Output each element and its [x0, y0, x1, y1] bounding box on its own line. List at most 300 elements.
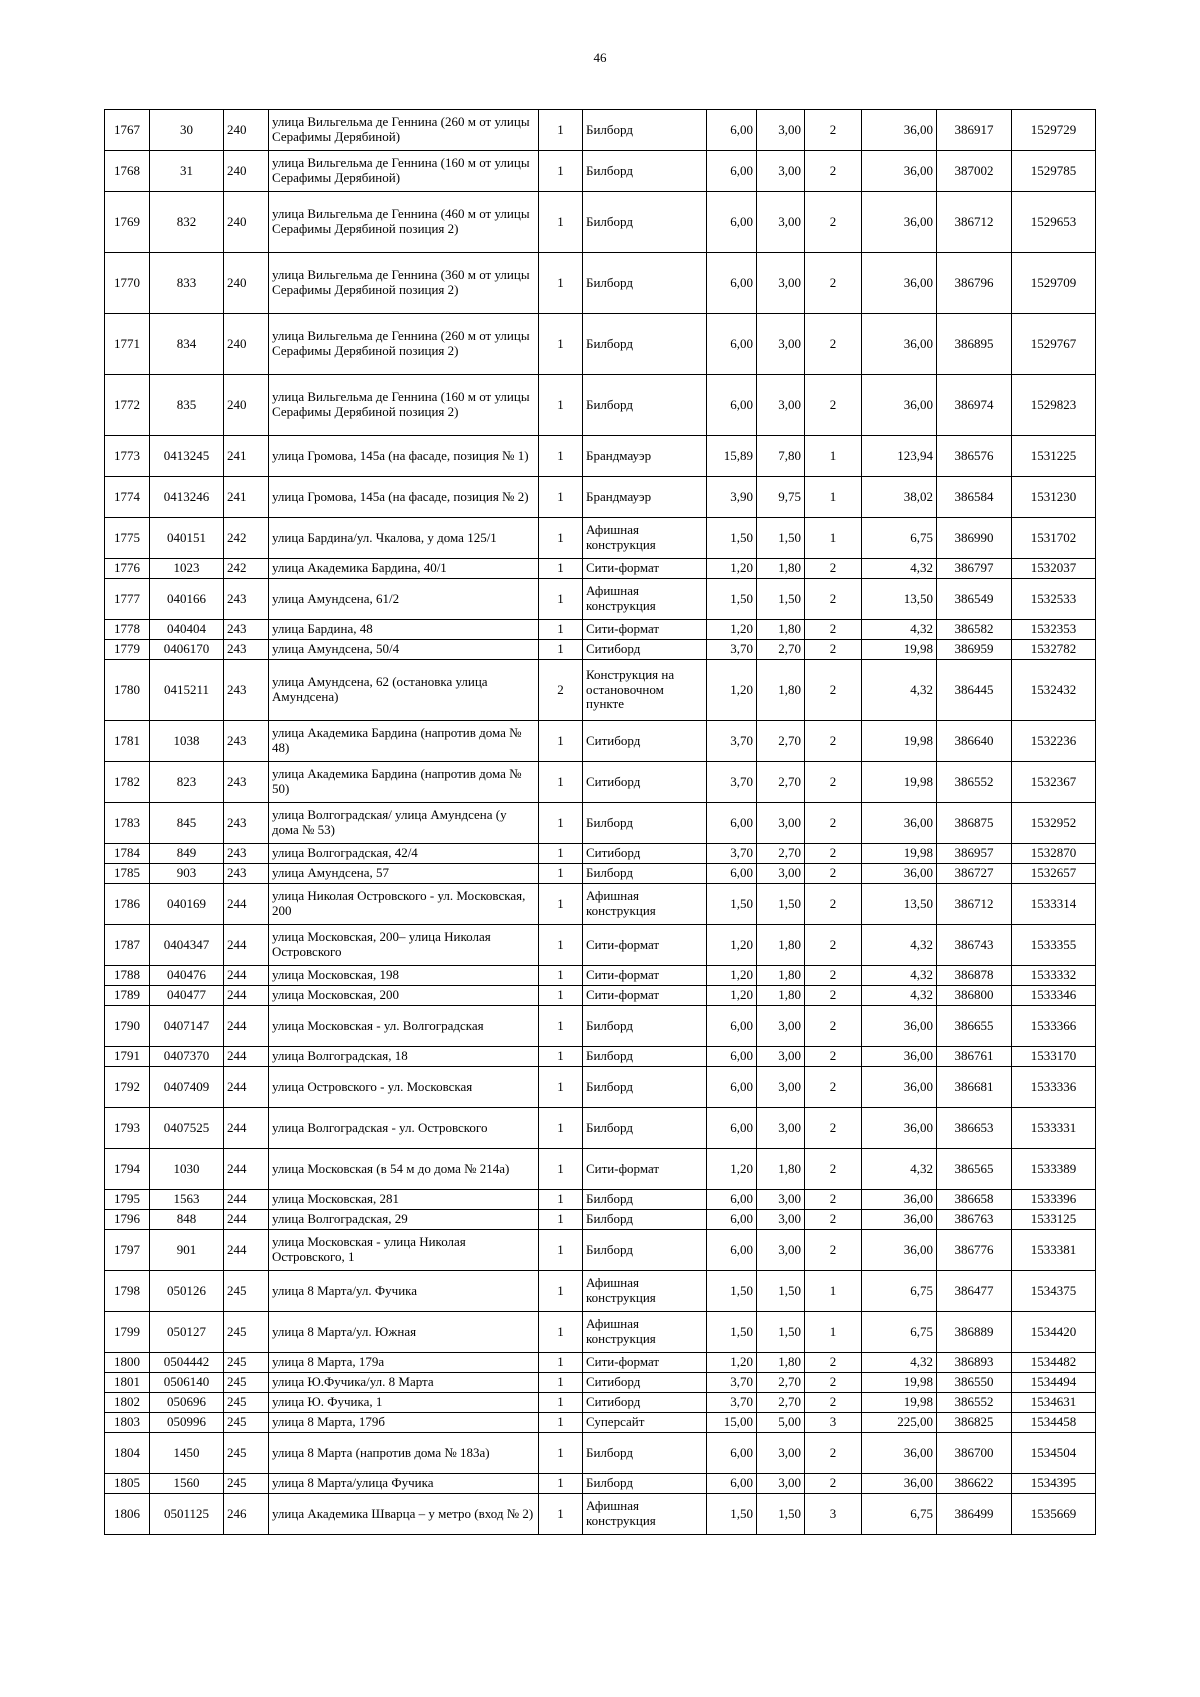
cell-structure-type: Ситиборд: [583, 844, 707, 864]
cell-height: 1,80: [757, 1149, 805, 1190]
cell-area: 4,32: [862, 1149, 937, 1190]
cell-sides-count: 2: [805, 660, 862, 721]
cell-address: улица Волгоградская - ул. Островского: [269, 1108, 539, 1149]
cell-zone-number: 243: [224, 721, 269, 762]
cell-address: улица Московская, 200– улица Николая Островского: [269, 925, 539, 966]
cell-sides-count: 2: [805, 1373, 862, 1393]
table-row: [105, 1271, 1096, 1312]
cell-ad-code: 31: [150, 151, 224, 192]
cell-address: улица Бардина, 48: [269, 620, 539, 640]
cell-zone-number: 243: [224, 660, 269, 721]
cell-coordinate-x: 386990: [937, 518, 1012, 559]
cell-zone-number: 240: [224, 253, 269, 314]
cell-address: улица Академика Бардина, 40/1: [269, 559, 539, 579]
cell-width: 6,00: [707, 1230, 757, 1271]
cell-ad-code: 040169: [150, 884, 224, 925]
cell-structure-type: Билборд: [583, 1210, 707, 1230]
cell-coordinate-y: 1533396: [1012, 1190, 1096, 1210]
cell-address: улица Московская, 198: [269, 966, 539, 986]
cell-coordinate-x: 386549: [937, 579, 1012, 620]
cell-coordinate-y: 1533355: [1012, 925, 1096, 966]
cell-ad-code: 30: [150, 110, 224, 151]
table-row: [105, 1373, 1096, 1393]
cell-width: 1,50: [707, 1271, 757, 1312]
cell-address: улица Московская - улица Николая Островского, 1: [269, 1230, 539, 1271]
cell-coordinate-x: 386658: [937, 1190, 1012, 1210]
cell-area: 36,00: [862, 314, 937, 375]
cell-quantity: 1: [539, 192, 583, 253]
cell-row-number: 1779: [105, 640, 150, 660]
cell-quantity: 1: [539, 620, 583, 640]
cell-area: 36,00: [862, 1190, 937, 1210]
cell-area: 36,00: [862, 151, 937, 192]
cell-quantity: 1: [539, 151, 583, 192]
cell-sides-count: 1: [805, 518, 862, 559]
cell-height: 1,50: [757, 884, 805, 925]
cell-area: 13,50: [862, 579, 937, 620]
cell-coordinate-y: 1529653: [1012, 192, 1096, 253]
cell-quantity: 1: [539, 1373, 583, 1393]
cell-zone-number: 244: [224, 1047, 269, 1067]
cell-area: 36,00: [862, 1210, 937, 1230]
cell-address: улица Вильгельма де Геннина (360 м от улицы Серафимы Дерябиной позиция 2): [269, 253, 539, 314]
cell-row-number: 1770: [105, 253, 150, 314]
cell-ad-code: 040166: [150, 579, 224, 620]
table-row: [105, 966, 1096, 986]
cell-area: 19,98: [862, 1393, 937, 1413]
cell-area: 4,32: [862, 1353, 937, 1373]
cell-coordinate-y: 1532367: [1012, 762, 1096, 803]
cell-height: 1,50: [757, 1271, 805, 1312]
cell-row-number: 1781: [105, 721, 150, 762]
cell-sides-count: 1: [805, 436, 862, 477]
cell-width: 1,50: [707, 884, 757, 925]
cell-height: 2,70: [757, 721, 805, 762]
cell-area: 36,00: [862, 192, 937, 253]
cell-zone-number: 241: [224, 436, 269, 477]
cell-quantity: 1: [539, 314, 583, 375]
cell-area: 4,32: [862, 660, 937, 721]
cell-zone-number: 240: [224, 192, 269, 253]
cell-coordinate-y: 1532952: [1012, 803, 1096, 844]
cell-zone-number: 244: [224, 1108, 269, 1149]
cell-structure-type: Сити-формат: [583, 1149, 707, 1190]
cell-row-number: 1784: [105, 844, 150, 864]
cell-zone-number: 243: [224, 803, 269, 844]
cell-coordinate-x: 386700: [937, 1433, 1012, 1474]
cell-ad-code: 0404347: [150, 925, 224, 966]
cell-address: улица Волгоградская/ улица Амундсена (у дома № 53): [269, 803, 539, 844]
cell-zone-number: 246: [224, 1494, 269, 1535]
cell-zone-number: 245: [224, 1393, 269, 1413]
cell-height: 2,70: [757, 1393, 805, 1413]
cell-sides-count: 3: [805, 1413, 862, 1433]
cell-area: 4,32: [862, 925, 937, 966]
cell-sides-count: 2: [805, 151, 862, 192]
table-row: [105, 1210, 1096, 1230]
table-row: [105, 436, 1096, 477]
cell-quantity: 1: [539, 1393, 583, 1413]
cell-width: 15,00: [707, 1413, 757, 1433]
cell-width: 3,90: [707, 477, 757, 518]
cell-coordinate-x: 386655: [937, 1006, 1012, 1047]
cell-area: 38,02: [862, 477, 937, 518]
cell-coordinate-y: 1529785: [1012, 151, 1096, 192]
cell-area: 13,50: [862, 884, 937, 925]
table-row: [105, 1108, 1096, 1149]
cell-structure-type: Билборд: [583, 1047, 707, 1067]
cell-height: 1,80: [757, 620, 805, 640]
cell-sides-count: 2: [805, 1353, 862, 1373]
cell-coordinate-y: 1534420: [1012, 1312, 1096, 1353]
cell-quantity: 2: [539, 660, 583, 721]
cell-zone-number: 244: [224, 884, 269, 925]
cell-width: 6,00: [707, 1433, 757, 1474]
cell-width: 1,50: [707, 518, 757, 559]
cell-area: 36,00: [862, 1108, 937, 1149]
cell-quantity: 1: [539, 1067, 583, 1108]
table-row: [105, 1149, 1096, 1190]
cell-sides-count: 2: [805, 640, 862, 660]
cell-address: улица Вильгельма де Геннина (160 м от улицы Серафимы Дерябиной позиция 2): [269, 375, 539, 436]
table-row: [105, 314, 1096, 375]
cell-width: 3,70: [707, 1393, 757, 1413]
cell-coordinate-x: 386584: [937, 477, 1012, 518]
cell-coordinate-x: 386974: [937, 375, 1012, 436]
cell-ad-code: 050127: [150, 1312, 224, 1353]
cell-height: 5,00: [757, 1413, 805, 1433]
table-row: [105, 660, 1096, 721]
cell-height: 1,80: [757, 925, 805, 966]
cell-width: 3,70: [707, 640, 757, 660]
cell-row-number: 1783: [105, 803, 150, 844]
cell-height: 1,80: [757, 660, 805, 721]
cell-address: улица Вильгельма де Геннина (260 м от улицы Серафимы Дерябиной позиция 2): [269, 314, 539, 375]
cell-width: 1,50: [707, 579, 757, 620]
cell-width: 1,20: [707, 1353, 757, 1373]
cell-quantity: 1: [539, 1312, 583, 1353]
cell-structure-type: Афишная конструкция: [583, 1271, 707, 1312]
cell-address: улица Ю. Фучика, 1: [269, 1393, 539, 1413]
cell-quantity: 1: [539, 1413, 583, 1433]
cell-coordinate-y: 1534458: [1012, 1413, 1096, 1433]
cell-row-number: 1790: [105, 1006, 150, 1047]
cell-area: 123,94: [862, 436, 937, 477]
cell-coordinate-x: 386878: [937, 966, 1012, 986]
cell-quantity: 1: [539, 1271, 583, 1312]
cell-coordinate-y: 1533331: [1012, 1108, 1096, 1149]
cell-width: 6,00: [707, 110, 757, 151]
cell-quantity: 1: [539, 436, 583, 477]
cell-row-number: 1797: [105, 1230, 150, 1271]
cell-width: 6,00: [707, 1047, 757, 1067]
cell-quantity: 1: [539, 1494, 583, 1535]
table-row: [105, 1413, 1096, 1433]
cell-ad-code: 050696: [150, 1393, 224, 1413]
cell-address: улица Академика Бардина (напротив дома № 50): [269, 762, 539, 803]
table-row: [105, 151, 1096, 192]
cell-coordinate-x: 386477: [937, 1271, 1012, 1312]
table-row: [105, 1230, 1096, 1271]
cell-ad-code: 0407147: [150, 1006, 224, 1047]
cell-row-number: 1780: [105, 660, 150, 721]
registry-table: [104, 109, 1096, 1535]
table-row: [105, 375, 1096, 436]
cell-zone-number: 243: [224, 579, 269, 620]
cell-address: улица Вильгельма де Геннина (460 м от улицы Серафимы Дерябиной позиция 2): [269, 192, 539, 253]
cell-sides-count: 2: [805, 579, 862, 620]
cell-structure-type: Билборд: [583, 192, 707, 253]
cell-structure-type: Билборд: [583, 1067, 707, 1108]
cell-sides-count: 2: [805, 762, 862, 803]
cell-area: 19,98: [862, 844, 937, 864]
cell-ad-code: 1560: [150, 1474, 224, 1494]
cell-quantity: 1: [539, 579, 583, 620]
cell-structure-type: Билборд: [583, 1474, 707, 1494]
cell-ad-code: 823: [150, 762, 224, 803]
cell-area: 19,98: [862, 640, 937, 660]
cell-ad-code: 848: [150, 1210, 224, 1230]
cell-quantity: 1: [539, 762, 583, 803]
cell-ad-code: 1030: [150, 1149, 224, 1190]
cell-sides-count: 2: [805, 110, 862, 151]
cell-address: улица 8 Марта/ул. Фучика: [269, 1271, 539, 1312]
cell-structure-type: Ситиборд: [583, 640, 707, 660]
cell-height: 1,80: [757, 986, 805, 1006]
cell-sides-count: 2: [805, 314, 862, 375]
cell-structure-type: Сити-формат: [583, 986, 707, 1006]
cell-coordinate-x: 386640: [937, 721, 1012, 762]
cell-structure-type: Билборд: [583, 110, 707, 151]
cell-sides-count: 2: [805, 1108, 862, 1149]
cell-sides-count: 2: [805, 253, 862, 314]
cell-quantity: 1: [539, 721, 583, 762]
cell-sides-count: 2: [805, 1190, 862, 1210]
cell-ad-code: 0413245: [150, 436, 224, 477]
cell-coordinate-x: 386712: [937, 192, 1012, 253]
cell-height: 9,75: [757, 477, 805, 518]
cell-area: 36,00: [862, 1047, 937, 1067]
cell-address: улица Вильгельма де Геннина (160 м от улицы Серафимы Дерябиной): [269, 151, 539, 192]
cell-sides-count: 2: [805, 1047, 862, 1067]
cell-quantity: 1: [539, 477, 583, 518]
cell-address: улица Амундсена, 61/2: [269, 579, 539, 620]
cell-structure-type: Афишная конструкция: [583, 1494, 707, 1535]
cell-sides-count: 2: [805, 1149, 862, 1190]
cell-structure-type: Афишная конструкция: [583, 579, 707, 620]
table-row: [105, 1047, 1096, 1067]
cell-ad-code: 040476: [150, 966, 224, 986]
cell-address: улица Амундсена, 57: [269, 864, 539, 884]
cell-coordinate-x: 386776: [937, 1230, 1012, 1271]
cell-width: 6,00: [707, 1190, 757, 1210]
cell-quantity: 1: [539, 1230, 583, 1271]
cell-area: 4,32: [862, 986, 937, 1006]
cell-width: 6,00: [707, 375, 757, 436]
table-row: [105, 559, 1096, 579]
cell-ad-code: 0406170: [150, 640, 224, 660]
cell-height: 2,70: [757, 640, 805, 660]
cell-structure-type: Билборд: [583, 314, 707, 375]
cell-row-number: 1791: [105, 1047, 150, 1067]
cell-zone-number: 243: [224, 640, 269, 660]
cell-height: 3,00: [757, 1047, 805, 1067]
cell-zone-number: 242: [224, 559, 269, 579]
table-row: [105, 721, 1096, 762]
cell-quantity: 1: [539, 1190, 583, 1210]
cell-width: 6,00: [707, 864, 757, 884]
cell-coordinate-y: 1534631: [1012, 1393, 1096, 1413]
cell-width: 1,20: [707, 925, 757, 966]
cell-quantity: 1: [539, 864, 583, 884]
cell-structure-type: Ситиборд: [583, 1373, 707, 1393]
cell-coordinate-x: 386552: [937, 762, 1012, 803]
cell-coordinate-x: 386875: [937, 803, 1012, 844]
cell-row-number: 1777: [105, 579, 150, 620]
cell-coordinate-y: 1534395: [1012, 1474, 1096, 1494]
cell-zone-number: 245: [224, 1271, 269, 1312]
cell-address: улица Громова, 145а (на фасаде, позиция № 2): [269, 477, 539, 518]
cell-quantity: 1: [539, 518, 583, 559]
cell-row-number: 1785: [105, 864, 150, 884]
cell-row-number: 1799: [105, 1312, 150, 1353]
table-row: [105, 1190, 1096, 1210]
cell-zone-number: 245: [224, 1413, 269, 1433]
cell-coordinate-x: 386889: [937, 1312, 1012, 1353]
table-row: [105, 579, 1096, 620]
cell-zone-number: 244: [224, 1210, 269, 1230]
cell-sides-count: 2: [805, 1474, 862, 1494]
cell-area: 19,98: [862, 1373, 937, 1393]
cell-address: улица Академика Бардина (напротив дома № 48): [269, 721, 539, 762]
cell-coordinate-x: 386959: [937, 640, 1012, 660]
cell-coordinate-y: 1534494: [1012, 1373, 1096, 1393]
cell-row-number: 1774: [105, 477, 150, 518]
cell-row-number: 1793: [105, 1108, 150, 1149]
cell-height: 3,00: [757, 1433, 805, 1474]
cell-ad-code: 0407409: [150, 1067, 224, 1108]
cell-address: улица Академика Шварца – у метро (вход № 2): [269, 1494, 539, 1535]
cell-coordinate-y: 1529729: [1012, 110, 1096, 151]
cell-structure-type: Афишная конструкция: [583, 1312, 707, 1353]
cell-ad-code: 833: [150, 253, 224, 314]
cell-ad-code: 0413246: [150, 477, 224, 518]
cell-coordinate-x: 386893: [937, 1353, 1012, 1373]
cell-zone-number: 244: [224, 1190, 269, 1210]
cell-row-number: 1786: [105, 884, 150, 925]
cell-coordinate-y: 1532353: [1012, 620, 1096, 640]
cell-ad-code: 845: [150, 803, 224, 844]
cell-height: 3,00: [757, 1006, 805, 1047]
cell-coordinate-y: 1533346: [1012, 986, 1096, 1006]
cell-quantity: 1: [539, 1047, 583, 1067]
cell-coordinate-y: 1529823: [1012, 375, 1096, 436]
cell-row-number: 1787: [105, 925, 150, 966]
page-number: 46: [593, 50, 607, 65]
cell-row-number: 1800: [105, 1353, 150, 1373]
cell-structure-type: Билборд: [583, 864, 707, 884]
cell-zone-number: 245: [224, 1433, 269, 1474]
table-row: [105, 844, 1096, 864]
cell-sides-count: 2: [805, 884, 862, 925]
cell-row-number: 1771: [105, 314, 150, 375]
cell-quantity: 1: [539, 844, 583, 864]
cell-ad-code: 0415211: [150, 660, 224, 721]
cell-address: улица Бардина/ул. Чкалова, у дома 125/1: [269, 518, 539, 559]
cell-ad-code: 050126: [150, 1271, 224, 1312]
cell-zone-number: 245: [224, 1373, 269, 1393]
cell-width: 3,70: [707, 1373, 757, 1393]
cell-address: улица Московская (в 54 м до дома № 214а): [269, 1149, 539, 1190]
cell-zone-number: 244: [224, 1230, 269, 1271]
cell-structure-type: Билборд: [583, 375, 707, 436]
cell-structure-type: Билборд: [583, 1006, 707, 1047]
cell-structure-type: Билборд: [583, 253, 707, 314]
cell-height: 3,00: [757, 110, 805, 151]
cell-height: 3,00: [757, 151, 805, 192]
cell-coordinate-y: 1531225: [1012, 436, 1096, 477]
cell-height: 2,70: [757, 844, 805, 864]
cell-structure-type: Билборд: [583, 1190, 707, 1210]
cell-area: 19,98: [862, 721, 937, 762]
cell-width: 6,00: [707, 314, 757, 375]
cell-width: 6,00: [707, 151, 757, 192]
cell-ad-code: 0506140: [150, 1373, 224, 1393]
cell-row-number: 1792: [105, 1067, 150, 1108]
cell-quantity: 1: [539, 986, 583, 1006]
cell-width: 1,20: [707, 660, 757, 721]
cell-quantity: 1: [539, 253, 583, 314]
cell-address: улица Амундсена, 50/4: [269, 640, 539, 660]
cell-zone-number: 241: [224, 477, 269, 518]
cell-sides-count: 2: [805, 966, 862, 986]
cell-coordinate-y: 1529767: [1012, 314, 1096, 375]
cell-zone-number: 244: [224, 1149, 269, 1190]
cell-row-number: 1802: [105, 1393, 150, 1413]
cell-height: 7,80: [757, 436, 805, 477]
cell-height: 3,00: [757, 1190, 805, 1210]
cell-structure-type: Билборд: [583, 1108, 707, 1149]
cell-sides-count: 2: [805, 620, 862, 640]
cell-coordinate-x: 386653: [937, 1108, 1012, 1149]
cell-coordinate-y: 1532432: [1012, 660, 1096, 721]
cell-coordinate-x: 387002: [937, 151, 1012, 192]
cell-sides-count: 2: [805, 375, 862, 436]
cell-ad-code: 040151: [150, 518, 224, 559]
cell-zone-number: 244: [224, 986, 269, 1006]
cell-height: 3,00: [757, 1230, 805, 1271]
cell-row-number: 1806: [105, 1494, 150, 1535]
cell-structure-type: Сити-формат: [583, 559, 707, 579]
cell-ad-code: 834: [150, 314, 224, 375]
cell-coordinate-y: 1532236: [1012, 721, 1096, 762]
cell-ad-code: 1038: [150, 721, 224, 762]
cell-area: 36,00: [862, 864, 937, 884]
cell-area: 6,75: [862, 1312, 937, 1353]
cell-address: улица 8 Марта, 179а: [269, 1353, 539, 1373]
cell-zone-number: 245: [224, 1312, 269, 1353]
cell-width: 6,00: [707, 1210, 757, 1230]
cell-address: улица Ю.Фучика/ул. 8 Марта: [269, 1373, 539, 1393]
cell-width: 1,20: [707, 986, 757, 1006]
cell-height: 2,70: [757, 1373, 805, 1393]
cell-width: 6,00: [707, 253, 757, 314]
cell-coordinate-y: 1533314: [1012, 884, 1096, 925]
cell-ad-code: 901: [150, 1230, 224, 1271]
cell-ad-code: 832: [150, 192, 224, 253]
cell-coordinate-y: 1532657: [1012, 864, 1096, 884]
table-row: [105, 762, 1096, 803]
